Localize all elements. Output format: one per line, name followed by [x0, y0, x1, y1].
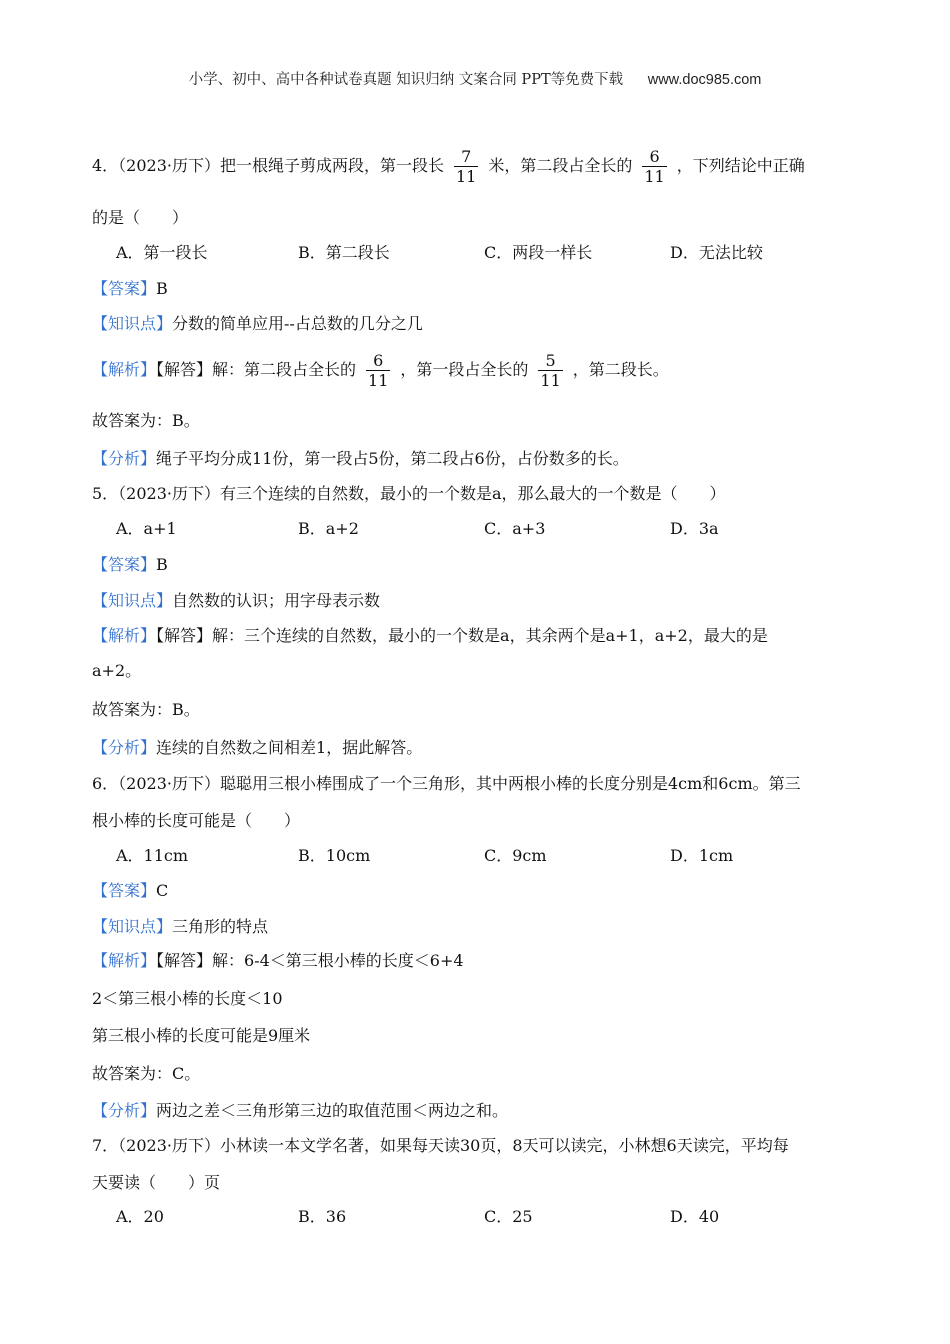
q4-solve-fraction-2 [538, 351, 562, 390]
q4-solve-part-b: ，第一段占全长的 [400, 360, 529, 379]
q4-option-d: D．无法比较 [670, 243, 763, 262]
q6-solve-text: 解：6-4＜第三根小棒的长度＜6+4 [212, 951, 464, 970]
q4-option-b: B．第二段长 [298, 243, 390, 262]
q6-solution-line3: 第三根小棒的长度可能是9厘米 [92, 1026, 311, 1045]
knowledge-label: 【知识点】 [92, 591, 173, 610]
solve-label: 【解答】 [156, 951, 213, 970]
q4-option-a: A．第一段长 [116, 243, 208, 262]
q4-fraction-1 [454, 147, 478, 186]
q5-solution-line2: a+2。 [92, 661, 142, 680]
q4-solve-part-c: ，第二段长。 [572, 360, 669, 379]
answer-label: 【答案】 [92, 555, 157, 574]
q6-knowledge [92, 916, 268, 938]
q4-reason [92, 448, 629, 470]
q5-knowledge [92, 590, 380, 612]
q5-option-a: A．a+1 [116, 519, 177, 538]
q4-stem-part-c: ，下列结论中正确 [676, 156, 805, 175]
reason-label: 【分析】 [92, 738, 157, 757]
q4-fraction-2 [642, 147, 666, 186]
q4-solve-part-a: 解：第二段占全长的 [212, 360, 357, 379]
q4-solve-frac1-denominator: 11 [368, 371, 389, 390]
reason-label: 【分析】 [92, 1101, 157, 1120]
q4-solve-frac2-numerator: 5 [545, 351, 556, 370]
q4-frac1-numerator: 7 [461, 147, 472, 166]
q4-frac2-denominator: 11 [644, 167, 665, 186]
q5-option-b: B．a+2 [298, 519, 359, 538]
q7-option-d: D．40 [670, 1207, 720, 1226]
q5-reason [92, 737, 422, 759]
answer-label: 【答案】 [92, 881, 157, 900]
q5-solve-text: 解：三个连续的自然数，最小的一个数是a，其余两个是a+1，a+2，最大的是 [212, 626, 768, 645]
q5-conclusion: 故答案为：B。 [92, 700, 200, 719]
q4-reason-value: 绳子平均分成11份，第一段占5份，第二段占6份，占份数多的长。 [156, 449, 629, 468]
q6-option-d: D．1cm [670, 846, 734, 865]
solve-label: 【解答】 [156, 360, 213, 379]
analysis-label: 【解析】 [92, 951, 157, 970]
q4-stem-part-a: 4．（2023·历下）把一根绳子剪成两段，第一段长 [92, 156, 444, 175]
header-url[interactable]: www.doc985.com [647, 72, 762, 88]
q6-solution [92, 950, 464, 972]
q4-answer-value: B [156, 279, 168, 298]
q5-solution [92, 625, 768, 647]
q6-stem-line2: 根小棒的长度可能是（ ） [92, 811, 301, 830]
q5-answer-value: B [156, 555, 168, 574]
q5-stem: 5．（2023·历下）有三个连续的自然数，最小的一个数是a，那么最大的一个数是（ ） [92, 484, 726, 503]
reason-label: 【分析】 [92, 449, 157, 468]
q4-stem-line2: 的是（ ） [92, 208, 189, 227]
q5-option-c: C．a+3 [484, 519, 546, 538]
q6-conclusion: 故答案为：C。 [92, 1064, 201, 1083]
q4-knowledge [92, 313, 423, 335]
q6-knowledge-value: 三角形的特点 [172, 917, 269, 936]
q6-option-a: A．11cm [116, 846, 189, 865]
q5-answer [92, 554, 168, 576]
q5-reason-value: 连续的自然数之间相差1，据此解答。 [156, 738, 423, 757]
page-header [0, 68, 950, 89]
q7-stem: 7．（2023·历下）小林读一本文学名著，如果每天读30页，8天可以读完，小林想6天读完，平均每 [92, 1136, 789, 1155]
q4-stem-part-b: 米，第二段占全长的 [488, 156, 633, 175]
q6-solution-line2: 2＜第三根小棒的长度＜10 [92, 989, 283, 1008]
q6-reason [92, 1100, 508, 1122]
q5-knowledge-value: 自然数的认识；用字母表示数 [172, 591, 381, 610]
q6-option-b: B．10cm [298, 846, 371, 865]
q4-solution [92, 350, 669, 390]
q4-answer [92, 278, 168, 300]
q4-stem [92, 146, 805, 186]
header-text: 小学、初中、高中各种试卷真题 知识归纳 文案合同 PPT等免费下载 [188, 72, 624, 88]
q4-solve-fraction-1 [366, 351, 390, 390]
q4-knowledge-value: 分数的简单应用--占总数的几分之几 [172, 314, 423, 333]
q4-solve-frac1-numerator: 6 [373, 351, 384, 370]
q7-stem-line2: 天要读（ ）页 [92, 1173, 221, 1192]
q6-answer [92, 880, 168, 902]
q4-solve-frac2-denominator: 11 [540, 371, 561, 390]
q4-frac1-denominator: 11 [456, 167, 477, 186]
q6-reason-value: 两边之差＜三角形第三边的取值范围＜两边之和。 [156, 1101, 509, 1120]
q7-option-b: B．36 [298, 1207, 347, 1226]
q6-option-c: C．9cm [484, 846, 547, 865]
knowledge-label: 【知识点】 [92, 314, 173, 333]
q6-stem: 6．（2023·历下）聪聪用三根小棒围成了一个三角形，其中两根小棒的长度分别是4cm和6cm。第三 [92, 774, 801, 793]
q6-answer-value: C [156, 881, 169, 900]
q5-option-d: D．3a [670, 519, 719, 538]
q4-conclusion: 故答案为：B。 [92, 411, 200, 430]
analysis-label: 【解析】 [92, 626, 157, 645]
solve-label: 【解答】 [156, 626, 213, 645]
q4-frac2-numerator: 6 [649, 147, 660, 166]
analysis-label: 【解析】 [92, 360, 157, 379]
q7-option-a: A．20 [116, 1207, 164, 1226]
answer-label: 【答案】 [92, 279, 157, 298]
q7-option-c: C．25 [484, 1207, 533, 1226]
knowledge-label: 【知识点】 [92, 917, 173, 936]
q4-option-c: C．两段一样长 [484, 243, 593, 262]
